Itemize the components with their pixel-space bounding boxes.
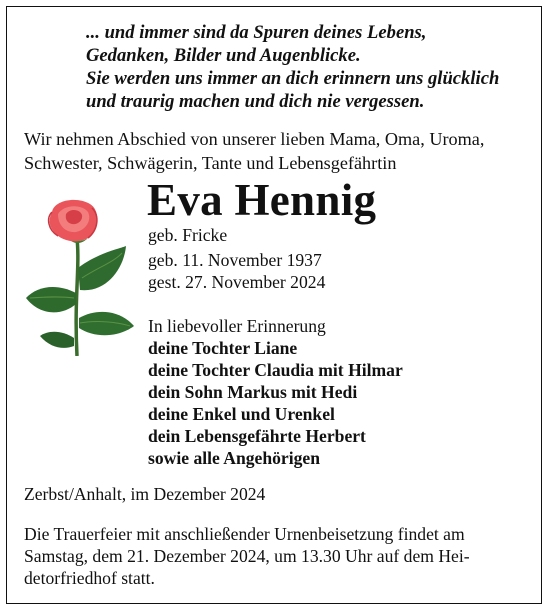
mourner-item: sowie alle Angehörigen bbox=[148, 448, 321, 468]
place-date: Zerbst/Anhalt, im Dezember 2024 bbox=[24, 484, 266, 504]
memorial-quote bbox=[86, 21, 526, 113]
quote-line: und traurig machen und dich nie vergessen. bbox=[86, 91, 425, 112]
funeral-line: Samstag, dem 21. Dezember 2024, um 13.30 Uhr auf dem Hei- bbox=[24, 546, 470, 566]
memory-lead: In liebevoller Erinnerung bbox=[148, 316, 326, 336]
birth-name: geb. Fricke bbox=[148, 225, 228, 245]
life-dates bbox=[148, 249, 325, 293]
mourner-item: dein Sohn Markus mit Hedi bbox=[148, 382, 358, 402]
death-date: gest. 27. November 2024 bbox=[148, 272, 326, 292]
rose-icon bbox=[22, 198, 140, 356]
funeral-line: detorfriedhof statt. bbox=[24, 568, 155, 588]
quote-line: Sie werden uns immer an dich erinnern uns glücklich bbox=[86, 68, 500, 89]
funeral-info bbox=[24, 523, 524, 589]
mourner-item: deine Enkel und Urenkel bbox=[148, 404, 335, 424]
quote-line: ... und immer sind da Spuren deines Lebens, bbox=[86, 22, 427, 43]
deceased-name: Eva Hennig bbox=[147, 175, 377, 225]
mourner-item: deine Tochter Claudia mit Hilmar bbox=[148, 360, 403, 380]
funeral-line: Die Trauerfeier mit anschließender Urnenbeisetzung findet am bbox=[24, 524, 465, 544]
birth-date: geb. 11. November 1937 bbox=[148, 250, 322, 270]
mourners-block bbox=[148, 315, 403, 469]
intro-line: Wir nehmen Abschied von unserer lieben Mama, Oma, Uroma, bbox=[24, 129, 485, 149]
mourner-item: dein Lebensgefährte Herbert bbox=[148, 426, 366, 446]
farewell-intro bbox=[24, 127, 534, 175]
intro-line: Schwester, Schwägerin, Tante und Lebensgefährtin bbox=[24, 153, 397, 173]
quote-line: Gedanken, Bilder und Augenblicke. bbox=[86, 45, 361, 66]
mourner-item: deine Tochter Liane bbox=[148, 338, 298, 358]
